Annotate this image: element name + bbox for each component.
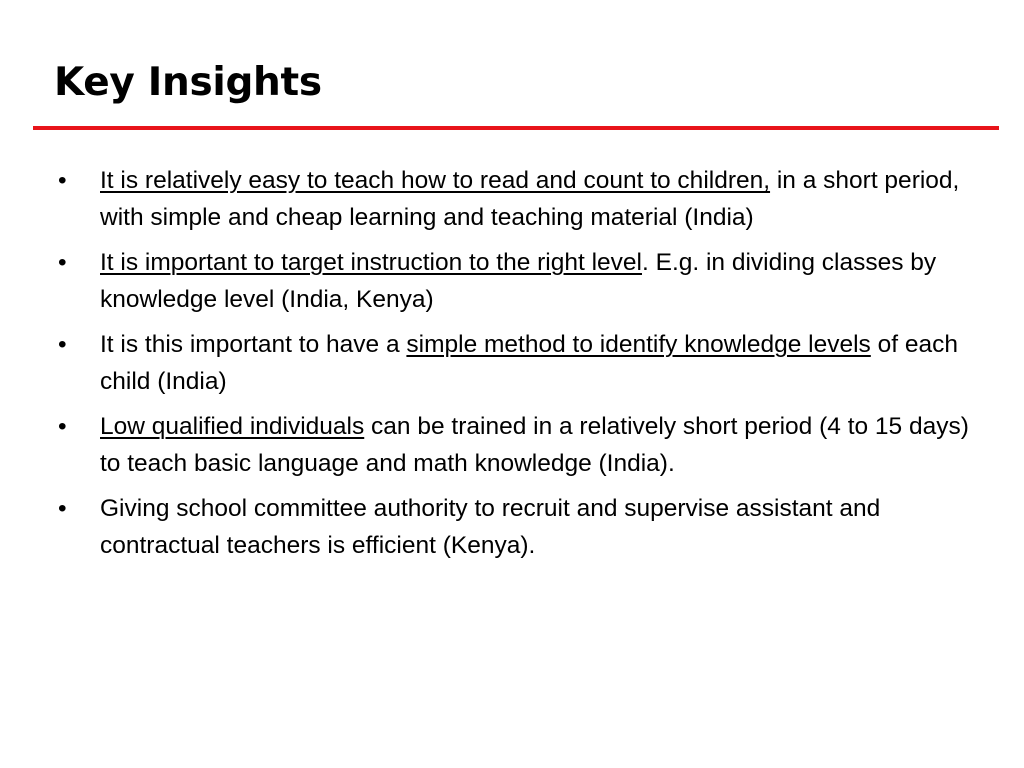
bullet-list	[58, 162, 988, 572]
bullet-icon: •	[58, 495, 67, 522]
title-divider	[33, 126, 999, 130]
bullet-2-text: . E.g. in dividing classes by knowledge level (India, Kenya)	[100, 249, 937, 313]
bullet-item-5	[58, 490, 988, 564]
bullet-item-2	[58, 244, 988, 318]
bullet-4-underlined-text: Low qualified individuals	[100, 413, 365, 440]
slide-title: Key Insights	[54, 60, 322, 105]
bullet-3-underlined-text: simple method to identify knowledge levels	[406, 331, 871, 358]
bullet-item-3	[58, 326, 988, 400]
bullet-icon: •	[58, 167, 67, 194]
bullet-5-text: Giving school committee authority to recruit and supervise assistant and contractual teachers is efficient (Kenya).	[100, 495, 881, 559]
bullet-1-underlined-text: It is relatively easy to teach how to read and count to children,	[100, 167, 771, 194]
bullet-icon: •	[58, 413, 67, 440]
bullet-2-underlined-text: It is important to target instruction to the right level	[100, 249, 642, 276]
bullet-1-text: in a short period, with simple and cheap learning and teaching material (India)	[100, 167, 960, 231]
bullet-3-lead-text: It is this important to have a	[100, 331, 407, 358]
bullet-icon: •	[58, 331, 67, 358]
bullet-item-1	[58, 162, 988, 236]
bullet-3-text: of each child (India)	[100, 331, 958, 395]
bullet-icon: •	[58, 249, 67, 276]
bullet-4-text: can be trained in a relatively short period (4 to 15 days) to teach basic language and math knowledge (India).	[100, 413, 969, 477]
bullet-item-4	[58, 408, 988, 482]
